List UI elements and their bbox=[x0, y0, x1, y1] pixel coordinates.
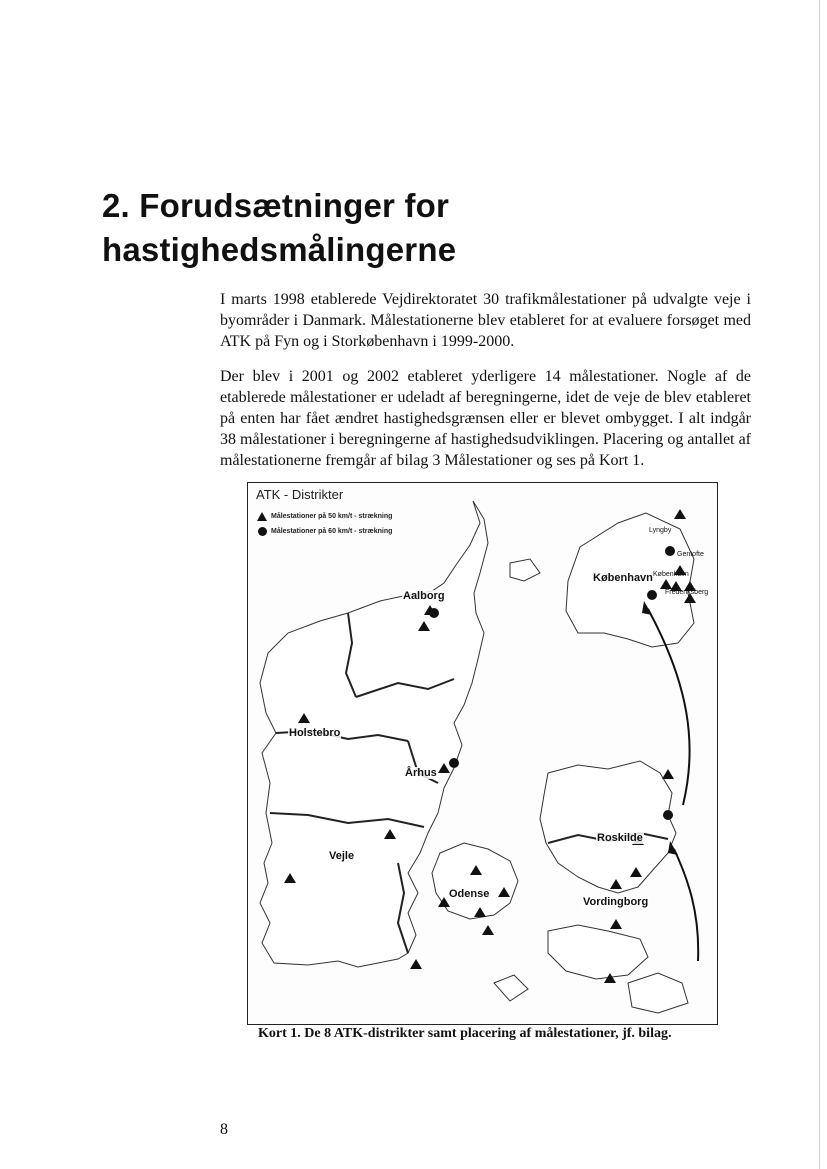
heading-line-2: hastighedsmålingerne bbox=[102, 231, 457, 268]
city-label-vordingborg: Vordingborg bbox=[583, 896, 649, 908]
lolland-falster-shape bbox=[548, 925, 648, 979]
triangle-marker-icon bbox=[610, 919, 622, 929]
funen-shape bbox=[432, 843, 518, 919]
page-edge bbox=[819, 0, 820, 1169]
city-label-roskilde: Roskilde bbox=[597, 832, 643, 844]
arrow-line bbox=[674, 849, 698, 961]
triangle-marker-icon bbox=[482, 925, 494, 935]
heading-line-1: 2. Forudsætninger for bbox=[102, 187, 450, 224]
circle-marker-icon bbox=[665, 546, 675, 556]
atk-district-map bbox=[247, 482, 718, 1025]
triangle-marker-icon bbox=[674, 509, 686, 519]
section-heading bbox=[102, 184, 702, 272]
city-label-odense: Odense bbox=[449, 888, 490, 900]
island-shape bbox=[494, 975, 528, 1001]
city-label-arhus: Århus bbox=[405, 767, 437, 779]
legend-row-60 bbox=[256, 527, 392, 536]
circle-marker-icon bbox=[647, 590, 657, 600]
circle-marker-icon bbox=[429, 608, 439, 618]
zealand-shape bbox=[540, 761, 676, 893]
circle-marker-icon bbox=[663, 810, 673, 820]
circle-marker-icon bbox=[258, 527, 267, 536]
triangle-marker-icon bbox=[410, 959, 422, 969]
paragraph-2: Der blev i 2001 og 2002 etableret yderligere 14 målestationer. Nogle af de etablerede målestationer er udeladt af beregningerne, idet de veje de blev etableret på enten har fået ændret hastighedsgrænsen eller er blevet ombygget. I alt indgår 38 målestationer i beregningerne af hastighedsudviklingen. Placering og antallet af målestationerne fremgår af bilag 3 Målestationer og ses på Kort 1. bbox=[220, 368, 751, 469]
map-title: ATK - Distrikter bbox=[256, 487, 344, 502]
denmark-map-drawing bbox=[248, 483, 717, 1024]
paragraph-1: I marts 1998 etablerede Vejdirektoratet 30 trafikmålestationer på udvalgte veje i byområder i Danmark. Målestationerne blev etableret for at evaluere forsøget med ATK på Fyn og i Storkøbenhavn i 1999-2000. bbox=[220, 291, 751, 350]
circle-marker-icon bbox=[449, 758, 459, 768]
triangle-marker-icon bbox=[662, 769, 674, 779]
island-shape bbox=[510, 559, 540, 581]
city-label-lyngby: Lyngby bbox=[649, 527, 672, 534]
city-label-frederiksberg: Frederiksberg bbox=[665, 589, 709, 596]
legend-label-50: Målestationer på 50 km/t - strækning bbox=[271, 513, 393, 520]
city-label-kobenhavn-small: København bbox=[653, 571, 689, 578]
city-label-aalborg: Aalborg bbox=[403, 590, 445, 602]
legend-label-60: Målestationer på 60 km/t - strækning bbox=[271, 528, 393, 535]
legend-row-50 bbox=[256, 512, 392, 521]
island-shape bbox=[628, 973, 688, 1013]
city-label-gentofte: Gentofte bbox=[677, 551, 704, 558]
triangle-marker-icon bbox=[257, 512, 267, 521]
map-caption: Kort 1. De 8 ATK-distrikter samt placering af målestationer, jf. bilag. bbox=[258, 1026, 672, 1041]
page-number: 8 bbox=[220, 1121, 228, 1138]
city-label-holstebro: Holstebro bbox=[289, 727, 341, 739]
city-label-vejle: Vejle bbox=[329, 850, 355, 862]
city-label-kobenhavn: København bbox=[593, 572, 653, 584]
